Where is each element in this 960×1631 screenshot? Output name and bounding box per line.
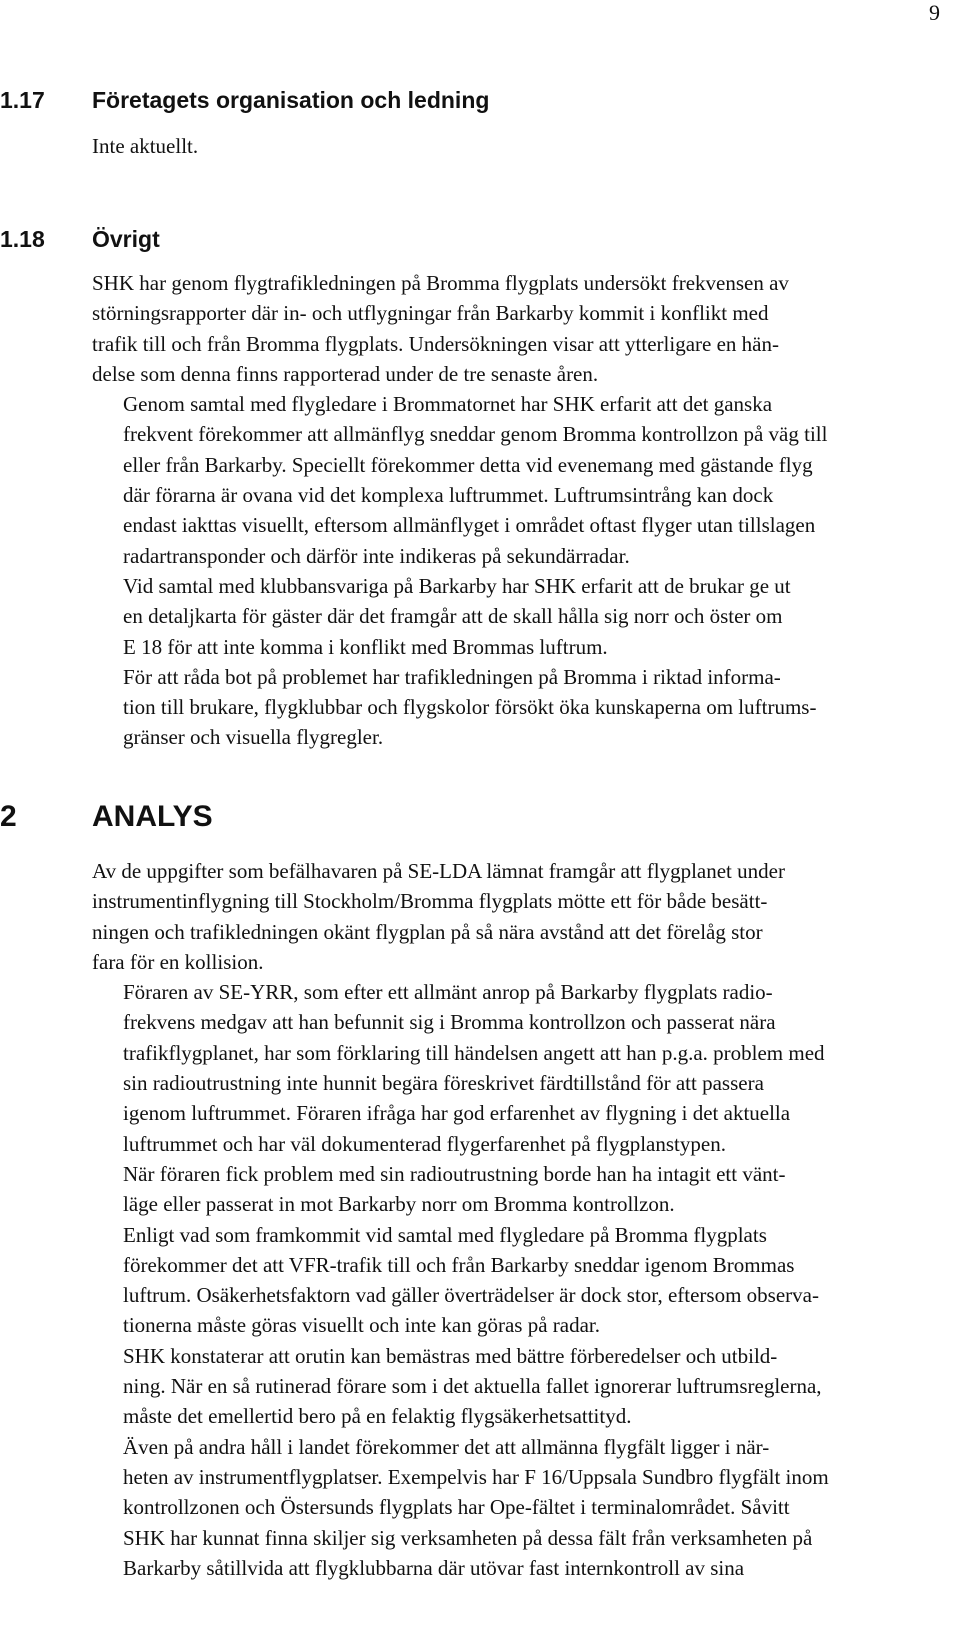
paragraph xyxy=(92,977,954,1159)
text-line: ning. När en så rutinerad förare som i det aktuella fallet ignorerar luftrumsreglerna, xyxy=(123,1374,822,1399)
section-2-body xyxy=(92,856,954,1583)
section-number: 2 xyxy=(0,800,17,833)
text-line: frekvens medgav att han befunnit sig i Bromma kontrollzon och passerat nära xyxy=(123,1010,776,1035)
text-line: luftrummet och har väl dokumenterad flygerfarenhet på flygplanstypen. xyxy=(123,1131,726,1156)
text-line: tionerna måste göras visuellt och inte kan göras på radar. xyxy=(123,1313,601,1338)
paragraph xyxy=(92,389,954,571)
text-line: trafikflygplanet, har som förklaring till händelsen angett att han p.g.a. problem med xyxy=(123,1040,825,1065)
paragraph: Inte aktuellt. xyxy=(92,134,199,158)
text-line: SHK har genom flygtrafikledningen på Bromma flygplats undersökt frekvensen av xyxy=(92,271,789,295)
section-1-18-body xyxy=(92,268,954,753)
text-line: störningsrapporter där in- och utflygningar från Barkarby kommit i konflikt med xyxy=(92,301,769,326)
text-line: fara för en kollision. xyxy=(92,949,264,974)
text-line: gränser och visuella flygregler. xyxy=(123,725,384,750)
text-line: När föraren fick problem med sin radioutrustning borde han ha intagit ett vänt- xyxy=(123,1161,786,1186)
paragraph xyxy=(92,1220,954,1341)
text-line: Föraren av SE-YRR, som efter ett allmänt anrop på Barkarby flygplats radio- xyxy=(123,980,773,1005)
text-line: där förarna är ovana vid det komplexa luftrummet. Luftrumsintrång kan dock xyxy=(123,483,774,508)
section-title: ANALYS xyxy=(92,800,213,833)
paragraph xyxy=(92,1432,954,1583)
section-1-17-body xyxy=(92,131,954,161)
paragraph xyxy=(92,856,954,977)
text-line: Även på andra håll i landet förekommer det att allmänna flygfält ligger i när- xyxy=(123,1434,770,1459)
text-line: eller från Barkarby. Speciellt förekommer detta vid evenemang med gästande flyg xyxy=(123,452,813,477)
text-line: Enligt vad som framkommit vid samtal med flygledare på Bromma flygplats xyxy=(123,1222,767,1247)
text-line: delse som denna finns rapporterad under de tre senaste åren. xyxy=(92,361,599,386)
paragraph xyxy=(92,268,954,389)
text-line: kontrollzonen och Östersunds flygplats har Ope-fältet i terminalområdet. Såvitt xyxy=(123,1495,790,1520)
text-line: heten av instrumentflygplatser. Exempelvis har F 16/Uppsala Sundbro flygfält inom xyxy=(123,1464,829,1489)
section-title: Företagets organisation och ledning xyxy=(92,87,490,113)
text-line: läge eller passerat in mot Barkarby norr om Bromma kontrollzon. xyxy=(123,1192,675,1217)
text-line: E 18 för att inte komma i konflikt med Brommas luftrum. xyxy=(123,634,608,659)
paragraph xyxy=(92,662,954,753)
text-line: Genom samtal med flygledare i Brommatornet har SHK erfarit att det ganska xyxy=(123,392,773,417)
text-line: instrumentinflygning till Stockholm/Bromma flygplats mötte ett för både besätt- xyxy=(92,889,768,914)
text-line: Av de uppgifter som befälhavaren på SE-LDA lämnat framgår att flygplanet under xyxy=(92,859,785,883)
text-line: luftrum. Osäkerhetsfaktorn vad gäller överträdelser är dock stor, eftersom observa- xyxy=(123,1283,819,1308)
text-line: Vid samtal med klubbansvariga på Barkarby har SHK erfarit att de brukar ge ut xyxy=(123,573,791,598)
section-number: 1.17 xyxy=(0,87,45,113)
text-line: tion till brukare, flygklubbar och flygskolor försökt öka kunskaperna om luftrums- xyxy=(123,695,817,720)
text-line: sin radioutrustning inte hunnit begära föreskrivet färdtillstånd för att passera xyxy=(123,1071,764,1096)
paragraph xyxy=(92,571,954,662)
text-line: För att råda bot på problemet har trafikledningen på Bromma i riktad informa- xyxy=(123,664,781,689)
text-line: SHK har kunnat finna skiljer sig verksamheten på dessa fält från verksamheten på xyxy=(123,1525,813,1550)
paragraph xyxy=(92,1341,954,1432)
text-line: en detaljkarta för gäster där det framgår att de skall hålla sig norr och öster om xyxy=(123,604,783,629)
text-line: SHK konstaterar att orutin kan bemästras med bättre förberedelser och utbild- xyxy=(123,1343,778,1368)
section-number: 1.18 xyxy=(0,226,45,252)
page-number: 9 xyxy=(929,0,940,25)
text-line: endast iakttas visuellt, eftersom allmänflyget i området oftast flyger utan tillslagen xyxy=(123,513,816,538)
paragraph xyxy=(92,1159,954,1220)
text-line: måste det emellertid bero på en felaktig flygsäkerhetsattityd. xyxy=(123,1404,632,1429)
text-line: frekvent förekommer att allmänflyg sneddar genom Bromma kontrollzon på väg till xyxy=(123,422,828,447)
text-line: igenom luftrummet. Föraren ifråga har god erfarenhet av flygning i det aktuella xyxy=(123,1101,791,1126)
text-line: Barkarby såtillvida att flygklubbarna där utövar fast internkontroll av sina xyxy=(123,1555,745,1580)
text-line: trafik till och från Bromma flygplats. Undersökningen visar att ytterligare en hän- xyxy=(92,331,779,356)
text-line: radartransponder och därför inte indikeras på sekundärradar. xyxy=(123,543,630,568)
section-title: Övrigt xyxy=(92,226,160,252)
text-line: förekommer det att VFR-trafik till och från Barkarby sneddar igenom Brommas xyxy=(123,1252,795,1277)
text-line: ningen och trafikledningen okänt flygplan på så nära avstånd att det förelåg stor xyxy=(92,919,763,944)
